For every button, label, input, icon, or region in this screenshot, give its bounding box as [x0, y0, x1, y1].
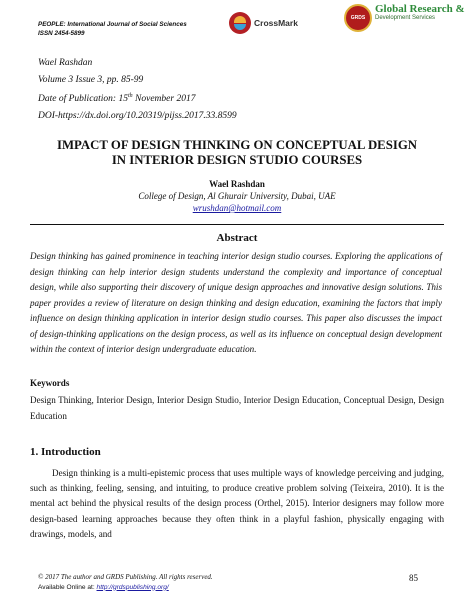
crossmark-icon: [229, 12, 251, 34]
footer-copyright: © 2017 The author and GRDS Publishing. All rights reserved.: [38, 573, 213, 581]
crossmark-logo[interactable]: [229, 12, 298, 34]
footer-link[interactable]: http://grdspublishing.org/: [96, 583, 169, 591]
author-affiliation: College of Design, Al Ghurair University, Dubai, UAE: [138, 191, 336, 201]
article-meta: [38, 55, 237, 124]
grds-title: Global Research &: [375, 3, 465, 15]
crossmark-label: CrossMark: [254, 18, 298, 28]
keywords-text: Design Thinking, Interior Design, Interior Design Studio, Interior Design Education, Conceptual Design, Design Education: [30, 395, 444, 421]
meta-date: Date of Publication: 15th November 2017: [38, 93, 196, 105]
abstract-text: Design thinking has gained prominence in teaching interior design studio courses. Exploring the applications of design thinking can help interior design students understand the complexity and importance of conceptual design, while also supporting their discovery of unique design approaches and innovative design solutions. This paper provides a review of literature on design thinking and design education, examining the factors that imply influence on design thinking application in interior design studio courses. This paper also discusses the impact of design-thinking applications on the design process, as well as its influence on conceptual design development within the context of interior design undergraduate education.: [30, 251, 442, 354]
author-name: Wael Rashdan: [209, 179, 265, 189]
journal-issn: ISSN 2454-5899: [38, 30, 85, 37]
grds-subtitle: Development Services: [375, 15, 436, 21]
author-email-link[interactable]: wrushdan@hotmail.com: [192, 203, 282, 213]
meta-author: Wael Rashdan: [38, 58, 93, 68]
footer: [38, 573, 213, 592]
keywords-heading: Keywords: [30, 378, 70, 388]
journal-header: [38, 20, 187, 38]
abstract-heading: Abstract: [216, 232, 258, 244]
journal-name: PEOPLE: International Journal of Social Sciences: [38, 21, 187, 28]
author-block: [30, 178, 444, 214]
divider: [30, 224, 444, 225]
introduction-heading: 1. Introduction: [30, 446, 101, 458]
footer-available: Available Online at: http://grdspublishing.org/: [38, 583, 169, 591]
grds-logo: [344, 4, 465, 32]
meta-doi[interactable]: DOI-https://dx.doi.org/10.20319/pijss.2017.33.8599: [38, 110, 237, 121]
grds-seal-icon: GRDS: [344, 4, 372, 32]
meta-volume: Volume 3 Issue 3, pp. 85-99: [38, 74, 144, 85]
paper-title: IMPACT OF DESIGN THINKING ON CONCEPTUAL DESIGN IN INTERIOR DESIGN STUDIO COURSES: [56, 138, 418, 167]
introduction-text: Design thinking is a multi-epistemic process that uses multiple ways of knowledge perceiving and judging, such as thinking, feeling, sensing, and intuiting, to produce creative problem solving (Teixeira, 2010). It is the mental act behind the physical results of the design process (Orthel, 2015). Interior designers may follow more design-based learning approaches because they often think in a playful fashion, physically engaging with drawings, models, and: [30, 468, 444, 539]
page-number: 85: [409, 573, 418, 583]
